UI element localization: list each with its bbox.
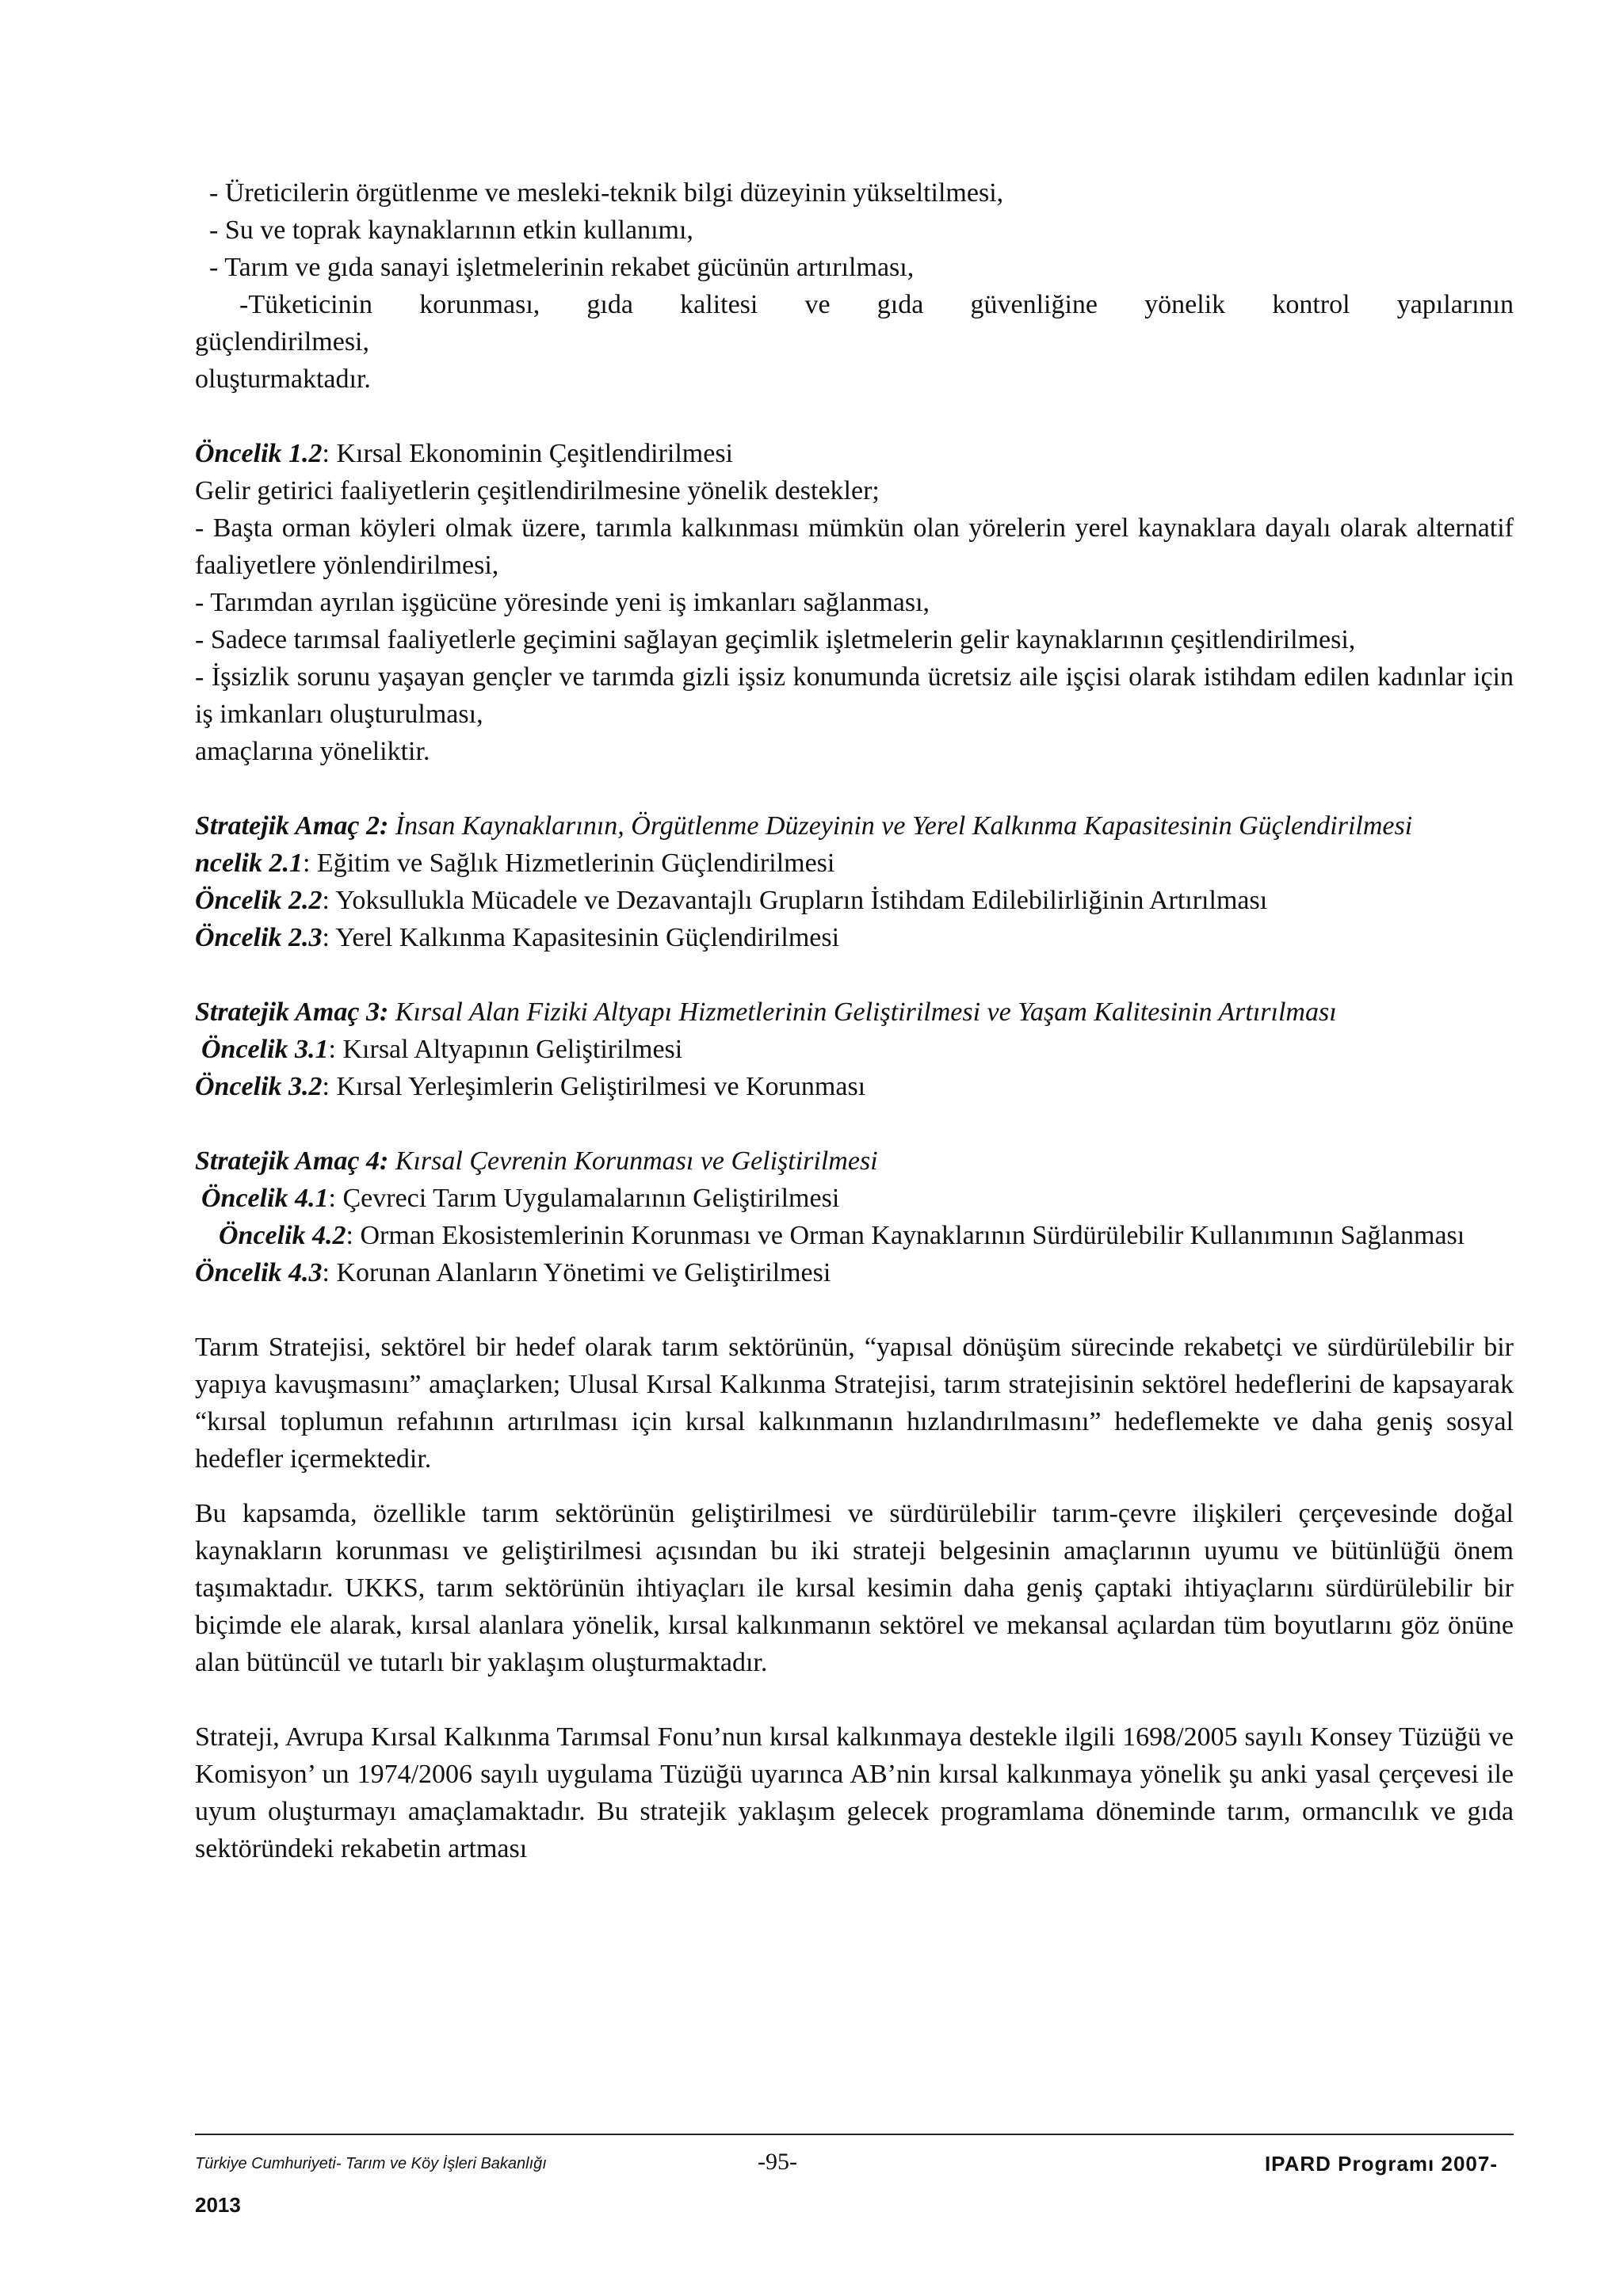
priority-line [195, 1180, 1514, 1217]
list-item: - Tarımdan ayrılan işgücüne yöresinde yeni iş imkanları sağlanması, [195, 588, 930, 617]
priority-line [195, 1031, 1514, 1068]
intro-text: Gelir getirici faaliyetlerin çeşitlendirilmesine yönelik destekler; [195, 476, 880, 505]
body-paragraph: Tarım Stratejisi, sektörel bir hedef olarak tarım sektörünün, “yapısal dönüşüm sürecinde rekabetçi ve sürdürülebilir bir yapıya kavuşmasını” amaçlarken; Ulusal Kırsal Kalkınma Stratejisi, tarım stratejisinin sektörel hedeflerini de kapsayarak “kırsal toplumun refahının artırılması için kırsal kalkınmanın hızlandırılmasını” hedeflemekte ve daha geniş sosyal hedefler içermektedir. [195, 1333, 1514, 1474]
body-paragraph: Strateji, Avrupa Kırsal Kalkınma Tarımsal Fonu’nun kırsal kalkınmaya destekle ilgili 1698/2005 sayılı Konsey Tüzüğü ve Komisyon’ un 1974/2006 sayılı uygulama Tüzüğü uyarınca AB’nin kırsal kalkınmaya yönelik şu anki yasal çerçevesi ile uyum oluşturmayı amaçlamaktadır. Bu stratejik yaklaşım gelecek programlama döneminde tarım, ormancılık ve gıda sektöründeki rekabetin artması [195, 1722, 1514, 1863]
priority-label: Öncelik 4.1 [201, 1184, 329, 1213]
footer-program: IPARD Programı 2007- [1264, 2152, 1498, 2176]
priority-label: Öncelik 2.2 [195, 886, 323, 915]
strategic-goal-heading [195, 807, 1514, 845]
list-item: - Başta orman köyleri olmak üzere, tarımla kalkınması mümkün olan yörelerin yerel kaynaklara dayalı olarak alternatif faaliyetlere yönlendirilmesi, [195, 513, 1514, 580]
closing-text: oluşturmaktadır. [195, 364, 371, 394]
priority-line [195, 845, 1514, 882]
priority-heading [195, 435, 1514, 472]
strategic-goal-heading [195, 1142, 1514, 1180]
strategic-goal-title: Kırsal Alan Fiziki Altyapı Hizmetlerinin Geliştirilmesi ve Yaşam Kalitesinin Artırılması [388, 997, 1337, 1027]
priority-title: : Kırsal Altyapının Geliştirilmesi [328, 1035, 683, 1064]
strategic-goal-label: Stratejik Amaç 3: [195, 997, 389, 1027]
priority-label: Öncelik 3.2 [195, 1072, 323, 1101]
strategic-goal-title: İnsan Kaynaklarının, Örgütlenme Düzeyinin ve Yerel Kalkınma Kapasitesinin Güçlendirilmesi [388, 811, 1413, 841]
priority-label: Öncelik 4.3 [195, 1258, 323, 1287]
list-item: - Üreticilerin örgütlenme ve mesleki-teknik bilgi düzeyinin yükseltilmesi, [209, 178, 1004, 208]
list-item: -Tüketicinin korunması, gıda kalitesi ve gıda güvenliğine yönelik kontrol yapılarının [239, 290, 1514, 319]
page-number: -95- [758, 2149, 797, 2175]
priority-line [195, 1068, 1514, 1105]
priority-line [195, 1254, 1514, 1291]
list-item: - Su ve toprak kaynaklarının etkin kullanımı, [209, 215, 693, 245]
priority-title: : Korunan Alanların Yönetimi ve Geliştirilmesi [322, 1258, 831, 1287]
footer-year: 2013 [195, 2193, 241, 2217]
document-body [195, 174, 1514, 1867]
priority-label: Öncelik 3.1 [201, 1035, 329, 1064]
priority-line [195, 919, 1514, 956]
priority-title: : Kırsal Ekonominin Çeşitlendirilmesi [322, 439, 733, 468]
priority-title: : Eğitim ve Sağlık Hizmetlerinin Güçlendirilmesi [302, 849, 835, 878]
strategic-goal-label: Stratejik Amaç 4: [195, 1146, 389, 1176]
list-item: - İşsizlik sorunu yaşayan gençler ve tarımda gizli işsiz konumunda ücretsiz aile işçisi olarak istihdam edilen kadınlar için iş imkanları oluşturulması, [195, 662, 1514, 729]
priority-title: : Çevreci Tarım Uygulamalarının Geliştirilmesi [328, 1184, 840, 1213]
closing-text: amaçlarına yöneliktir. [195, 737, 430, 766]
list-item-continuation: güçlendirilmesi, [195, 327, 370, 357]
page-footer [195, 2149, 1514, 2180]
priority-title: : Yerel Kalkınma Kapasitesinin Güçlendirilmesi [322, 923, 840, 952]
footer-ministry: Türkiye Cumhuriyeti- Tarım ve Köy İşleri Bakanlığı [195, 2155, 547, 2172]
priority-line [195, 1217, 1514, 1254]
priority-title: : Orman Ekosistemlerinin Korunması ve Orman Kaynaklarının Sürdürülebilir Kullanımının Sağlanması [346, 1221, 1465, 1250]
priority-label: ncelik 2.1 [195, 849, 303, 878]
priority-label: Öncelik 1.2 [195, 439, 323, 468]
footer-divider [195, 2134, 1514, 2135]
list-item: - Sadece tarımsal faaliyetlerle geçimini sağlayan geçimlik işletmelerin gelir kaynaklarının çeşitlendirilmesi, [195, 625, 1356, 654]
priority-label: Öncelik 2.3 [195, 923, 323, 952]
strategic-goal-label: Stratejik Amaç 2: [195, 811, 389, 841]
strategic-goal-heading [195, 994, 1514, 1031]
priority-line [195, 882, 1514, 919]
priority-label: Öncelik 4.2 [219, 1221, 346, 1250]
body-paragraph: Bu kapsamda, özellikle tarım sektörünün geliştirilmesi ve sürdürülebilir tarım-çevre ilişkileri çerçevesinde doğal kaynakların korunması ve geliştirilmesi açısından bu iki strateji belgesinin amaçlarının uyumu ve bütünlüğü önem taşımaktadır. UKKS, tarım sektörünün ihtiyaçları ile kırsal kesimin daha geniş çaptaki ihtiyaçlarını sürdürülebilir bir biçimde ele alarak, kırsal alanlara yönelik, kırsal kalkınmanın sektörel ve mekansal açılardan tüm boyutlarını göz önüne alan bütüncül ve tutarlı bir yaklaşım oluşturmaktadır. [195, 1499, 1514, 1677]
list-item: - Tarım ve gıda sanayi işletmelerinin rekabet gücünün artırılması, [209, 253, 915, 282]
priority-title: : Yoksullukla Mücadele ve Dezavantajlı Grupların İstihdam Edilebilirliğinin Artırılması [322, 886, 1268, 915]
priority-title: : Kırsal Yerleşimlerin Geliştirilmesi ve Korunması [322, 1072, 866, 1101]
strategic-goal-title: Kırsal Çevrenin Korunması ve Geliştirilmesi [388, 1146, 878, 1176]
